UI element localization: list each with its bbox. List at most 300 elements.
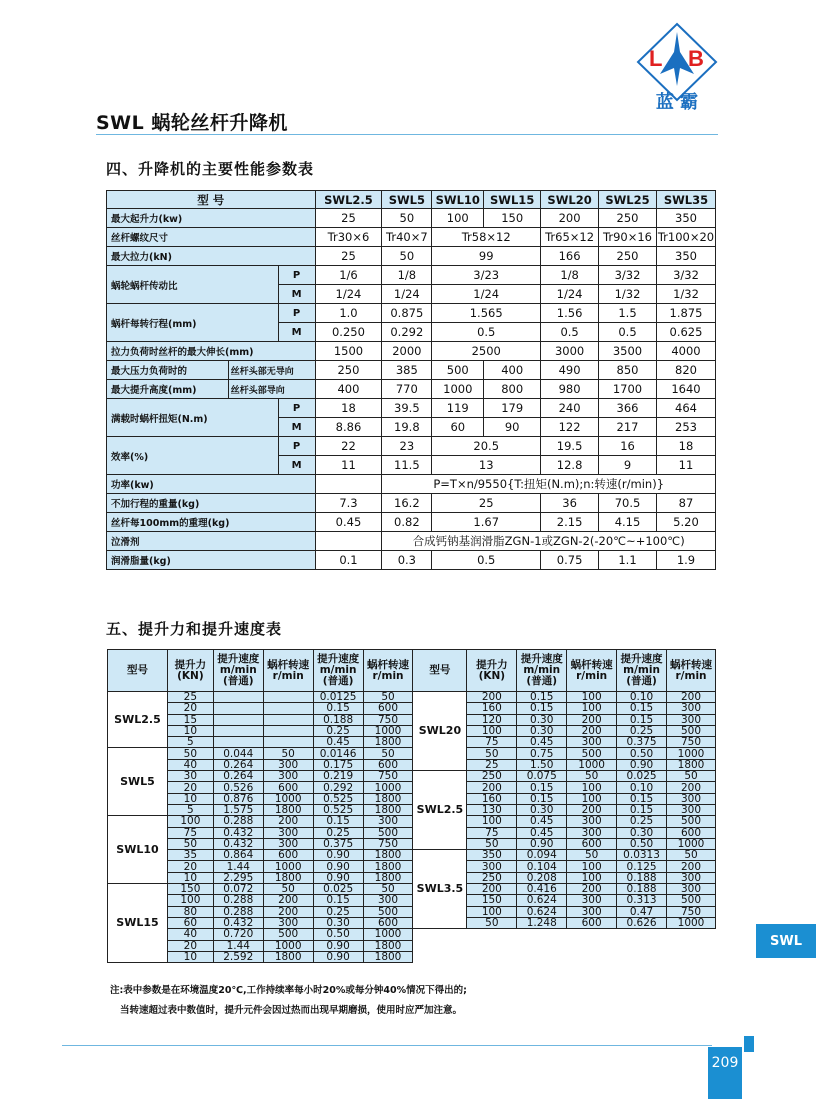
value-cell: 200	[263, 895, 313, 906]
value-cell: 0.15	[517, 793, 567, 804]
performance-table	[106, 190, 716, 570]
value-cell: 300	[667, 714, 716, 725]
value-cell: 600	[667, 827, 716, 838]
value-cell: 0.626	[617, 917, 667, 928]
value-cell: 200	[667, 692, 716, 703]
value-cell: 300	[363, 895, 413, 906]
value-cell: 50	[667, 850, 716, 861]
value-cell: 1000	[363, 725, 413, 736]
value-cell: 0.292	[382, 323, 432, 342]
value-cell: 1800	[363, 872, 413, 883]
value-cell: 1500	[315, 342, 382, 361]
value-cell: 300	[567, 827, 617, 838]
value-cell: 70.5	[599, 494, 657, 513]
value-cell: 50	[467, 748, 517, 759]
value-cell: 0.094	[517, 850, 567, 861]
value-cell: 0.15	[517, 782, 567, 793]
value-cell: 1800	[363, 737, 413, 748]
value-cell: 50	[167, 748, 213, 759]
value-cell	[263, 692, 313, 703]
value-cell: 0.025	[313, 884, 363, 895]
value-cell: 0.50	[617, 838, 667, 849]
value-cell: 200	[467, 884, 517, 895]
model-cell: SWL5	[108, 748, 168, 816]
value-cell: 0.208	[517, 872, 567, 883]
table-row	[108, 771, 716, 782]
value-cell: 0.5	[541, 323, 599, 342]
value-cell: 100	[567, 872, 617, 883]
value-cell: 99	[432, 247, 541, 266]
value-cell: 1800	[263, 872, 313, 883]
value-cell: 0.432	[213, 827, 263, 838]
table-row	[107, 513, 716, 532]
value-cell: 200	[467, 782, 517, 793]
value-cell: 16.2	[382, 494, 432, 513]
note-line-2: 当转速超过表中数值时，提升元件会因过热而出现早期磨损，使用时应严加注意。	[120, 1005, 463, 1016]
value-cell: 50	[363, 692, 413, 703]
value-cell: 1800	[363, 861, 413, 872]
value-cell	[263, 714, 313, 725]
value-cell: 75	[167, 827, 213, 838]
value-cell: 1.44	[213, 940, 263, 951]
value-cell: 0.15	[313, 703, 363, 714]
value-cell: 119	[432, 399, 484, 418]
row-label: 丝杆螺纹尺寸	[107, 228, 316, 247]
value-cell: 1000	[263, 793, 313, 804]
table-row	[107, 361, 716, 380]
value-cell: 19.5	[541, 437, 599, 456]
value-cell: 40	[167, 929, 213, 940]
value-cell: 600	[263, 850, 313, 861]
value-cell: 1.44	[213, 861, 263, 872]
value-cell: 60	[167, 917, 213, 928]
value-cell: 0.75	[517, 748, 567, 759]
value-cell: 40	[167, 759, 213, 770]
table-row	[108, 884, 716, 895]
value-cell: 385	[382, 361, 432, 380]
value-cell	[213, 725, 263, 736]
value-cell: 60	[432, 418, 484, 437]
value-cell: 350	[656, 209, 715, 228]
value-cell: 300	[667, 872, 716, 883]
value-cell: 2.15	[541, 513, 599, 532]
p-label: P	[278, 437, 315, 456]
value-cell: 1/24	[541, 285, 599, 304]
value-cell: 4.15	[599, 513, 657, 532]
value-cell: 100	[567, 782, 617, 793]
value-cell: 0.5	[599, 323, 657, 342]
m-label: M	[278, 323, 315, 342]
value-cell: 217	[599, 418, 657, 437]
value-cell	[213, 714, 263, 725]
value-cell: 1.248	[517, 917, 567, 928]
row-label: 最大起升力(kw)	[107, 209, 316, 228]
value-cell: 15	[167, 714, 213, 725]
value-cell: 50	[363, 748, 413, 759]
value-cell: 3/32	[656, 266, 715, 285]
table-row	[108, 816, 716, 827]
value-cell: 150	[484, 209, 541, 228]
table-row	[108, 895, 716, 906]
value-cell: 0.104	[517, 861, 567, 872]
note-line-1: 注:表中参数是在环境温度20℃,工作持续率每小时20%或每分钟40%情况下得出的;	[110, 985, 467, 996]
table-row	[108, 759, 716, 770]
value-cell: 20	[167, 782, 213, 793]
value-cell	[315, 532, 382, 551]
value-cell	[315, 475, 382, 494]
value-cell: 19.8	[382, 418, 432, 437]
value-cell: 20	[167, 703, 213, 714]
value-cell: 9	[599, 456, 657, 475]
value-cell: 0.125	[617, 861, 667, 872]
value-cell: 1.67	[432, 513, 541, 532]
value-cell: 0.864	[213, 850, 263, 861]
value-cell: 100	[467, 816, 517, 827]
row-label: 最大提升高度(mm)	[107, 380, 229, 399]
value-cell: 0.525	[313, 804, 363, 815]
value-cell: 600	[363, 917, 413, 928]
value-cell: 250	[467, 771, 517, 782]
table-row	[108, 940, 716, 951]
value-cell: 0.75	[541, 551, 599, 570]
lubricant-value: 合成钙钠基润滑脂ZGN-1或ZGN-2(-20℃~+100℃)	[382, 532, 716, 551]
value-cell: 30	[167, 771, 213, 782]
value-cell: Tr100×20	[656, 228, 715, 247]
value-cell: 0.5	[432, 323, 541, 342]
value-cell: 0.876	[213, 793, 263, 804]
lift-speed-table	[107, 649, 716, 963]
value-cell: 1000	[363, 929, 413, 940]
value-cell: 1000	[432, 380, 484, 399]
value-cell: 300	[567, 816, 617, 827]
value-cell: 50	[167, 838, 213, 849]
value-cell: 100	[432, 209, 484, 228]
table-row	[108, 838, 716, 849]
value-cell: 600	[363, 759, 413, 770]
value-cell: 600	[567, 917, 617, 928]
value-cell: 12.8	[541, 456, 599, 475]
header-col: SWL20	[541, 191, 599, 209]
value-cell: 800	[484, 380, 541, 399]
page-marker	[744, 1036, 754, 1052]
value-cell: 39.5	[382, 399, 432, 418]
value-cell: 10	[167, 951, 213, 962]
value-cell: 1000	[667, 838, 716, 849]
value-cell: 0.375	[313, 838, 363, 849]
header-col: SWL5	[382, 191, 432, 209]
value-cell: 90	[484, 418, 541, 437]
value-cell: 0.250	[315, 323, 382, 342]
column-header: 蜗杆转速 r/min	[667, 650, 716, 692]
value-cell: Tr40×7	[382, 228, 432, 247]
value-cell: 750	[363, 714, 413, 725]
value-cell: Tr90×16	[599, 228, 657, 247]
value-cell: Tr65×12	[541, 228, 599, 247]
value-cell: 350	[467, 850, 517, 861]
value-cell: 166	[541, 247, 599, 266]
value-cell: 500	[667, 816, 716, 827]
value-cell: 1700	[599, 380, 657, 399]
m-label: M	[278, 456, 315, 475]
value-cell: 5.20	[656, 513, 715, 532]
value-cell: 3/32	[599, 266, 657, 285]
column-header: 提升力 (KN)	[167, 650, 213, 692]
value-cell: 1000	[263, 940, 313, 951]
value-cell: Tr30×6	[315, 228, 382, 247]
value-cell: 22	[315, 437, 382, 456]
value-cell: 200	[263, 816, 313, 827]
table-row	[108, 737, 716, 748]
value-cell: 1/6	[315, 266, 382, 285]
section4-title: 四、升降机的主要性能参数表	[106, 160, 315, 178]
header-col: SWL25	[599, 191, 657, 209]
value-cell: 1/32	[656, 285, 715, 304]
value-cell: 0.432	[213, 838, 263, 849]
model-cell: SWL2.5	[108, 692, 168, 748]
table-row	[107, 209, 716, 228]
value-cell: 200	[467, 692, 517, 703]
value-cell: Tr58×12	[432, 228, 541, 247]
value-cell: 1800	[363, 850, 413, 861]
value-cell	[213, 737, 263, 748]
p-label: P	[278, 266, 315, 285]
value-cell: 0.50	[313, 929, 363, 940]
table-row	[108, 861, 716, 872]
value-cell: 25	[315, 247, 382, 266]
value-cell	[263, 725, 313, 736]
value-cell: 200	[541, 209, 599, 228]
value-cell: 500	[363, 906, 413, 917]
model-cell: SWL10	[108, 816, 168, 884]
value-cell: 0.0125	[313, 692, 363, 703]
value-cell: 300	[567, 737, 617, 748]
column-header: 提升速度 m/min (普通)	[617, 650, 667, 692]
value-cell: 1/24	[315, 285, 382, 304]
table-row	[107, 191, 716, 209]
value-cell: 750	[363, 838, 413, 849]
value-cell: 0.0313	[617, 850, 667, 861]
value-cell: 100	[467, 906, 517, 917]
value-cell: 10	[167, 872, 213, 883]
value-cell: 0.288	[213, 816, 263, 827]
title-divider	[96, 134, 718, 135]
value-cell	[263, 703, 313, 714]
m-label: M	[278, 418, 315, 437]
table-row	[107, 304, 716, 323]
value-cell: 8.86	[315, 418, 382, 437]
value-cell: 0.15	[517, 703, 567, 714]
value-cell: 50	[667, 771, 716, 782]
value-cell: 0.30	[517, 804, 567, 815]
value-cell: 20.5	[432, 437, 541, 456]
logo-letter-b: B	[688, 46, 704, 71]
value-cell: 0.875	[382, 304, 432, 323]
value-cell: 0.15	[617, 703, 667, 714]
value-cell: 0.25	[313, 906, 363, 917]
row-label: 蜗轮蜗杆传动比	[107, 266, 279, 304]
table-row	[107, 228, 716, 247]
value-cell: 0.264	[213, 759, 263, 770]
value-cell: 0.30	[617, 827, 667, 838]
value-cell: 200	[667, 861, 716, 872]
value-cell: 0.025	[617, 771, 667, 782]
value-cell: 0.625	[656, 323, 715, 342]
value-cell: 0.45	[315, 513, 382, 532]
table-row	[107, 380, 716, 399]
value-cell: 1800	[263, 804, 313, 815]
value-cell: 75	[467, 737, 517, 748]
table-row	[107, 399, 716, 418]
value-cell: 0.30	[517, 725, 567, 736]
value-cell: 240	[541, 399, 599, 418]
table-row	[108, 917, 716, 928]
value-cell: 0.25	[617, 725, 667, 736]
column-header: 型号	[413, 650, 467, 692]
value-cell: 5	[167, 737, 213, 748]
column-header: 蜗杆转速 r/min	[263, 650, 313, 692]
value-cell: 50	[467, 838, 517, 849]
value-cell: 50	[567, 771, 617, 782]
logo-letter-l: L	[649, 46, 663, 71]
value-cell: 400	[315, 380, 382, 399]
header-col: SWL35	[656, 191, 715, 209]
value-cell: 250	[599, 247, 657, 266]
p-label: P	[278, 304, 315, 323]
value-cell: 122	[541, 418, 599, 437]
value-cell: 200	[263, 906, 313, 917]
value-cell: 2500	[432, 342, 541, 361]
value-cell: 100	[167, 895, 213, 906]
value-cell: 750	[667, 737, 716, 748]
table-row	[108, 850, 716, 861]
value-cell: 300	[567, 895, 617, 906]
value-cell: 850	[599, 361, 657, 380]
value-cell: 87	[656, 494, 715, 513]
m-label: M	[278, 285, 315, 304]
value-cell: 160	[467, 793, 517, 804]
model-cell: SWL3.5	[413, 850, 467, 929]
table-row	[108, 827, 716, 838]
value-cell: 1000	[667, 748, 716, 759]
value-cell: 0.30	[517, 714, 567, 725]
row-label: 泣滑剂	[107, 532, 316, 551]
value-cell: 0.188	[617, 884, 667, 895]
value-cell: 500	[567, 748, 617, 759]
value-cell: 250	[315, 361, 382, 380]
value-cell: 50	[467, 917, 517, 928]
header-model: 型 号	[107, 191, 316, 209]
value-cell: 0.45	[517, 737, 567, 748]
value-cell: 80	[167, 906, 213, 917]
table-row	[107, 266, 716, 285]
value-cell: 0.45	[313, 737, 363, 748]
value-cell: 3500	[599, 342, 657, 361]
value-cell: 300	[263, 838, 313, 849]
value-cell: 100	[567, 692, 617, 703]
value-cell: 5	[167, 804, 213, 815]
table-row	[108, 906, 716, 917]
value-cell: 0.45	[517, 816, 567, 827]
value-cell: 300	[363, 816, 413, 827]
value-cell	[213, 692, 263, 703]
value-cell: 500	[667, 895, 716, 906]
value-cell: 50	[263, 748, 313, 759]
table-row	[108, 692, 716, 703]
value-cell: 0.5	[432, 551, 541, 570]
value-cell: 366	[599, 399, 657, 418]
value-cell: 1/32	[599, 285, 657, 304]
row-label: 蜗杆每转行程(mm)	[107, 304, 279, 342]
value-cell: 0.25	[617, 816, 667, 827]
value-cell: 1/24	[432, 285, 541, 304]
value-cell: 464	[656, 399, 715, 418]
value-cell: 0.25	[313, 725, 363, 736]
value-cell: 200	[567, 884, 617, 895]
value-cell: 0.25	[313, 827, 363, 838]
table-row	[107, 437, 716, 456]
column-header: 蜗杆转速 r/min	[567, 650, 617, 692]
logo-text: 蓝 霸	[655, 92, 699, 113]
table-row	[107, 494, 716, 513]
value-cell: 1640	[656, 380, 715, 399]
value-cell: 300	[667, 703, 716, 714]
value-cell: 0.264	[213, 771, 263, 782]
value-cell: 0.375	[617, 737, 667, 748]
value-cell: 11	[315, 456, 382, 475]
value-cell: 300	[667, 804, 716, 815]
value-cell: 36	[541, 494, 599, 513]
value-cell: 500	[432, 361, 484, 380]
value-cell: 75	[467, 827, 517, 838]
value-cell: 0.525	[313, 793, 363, 804]
value-cell: 300	[467, 861, 517, 872]
column-header: 蜗杆转速 r/min	[363, 650, 413, 692]
value-cell: 0.10	[617, 782, 667, 793]
value-cell: 3/23	[432, 266, 541, 285]
table-row	[108, 951, 716, 962]
notes	[110, 981, 467, 1021]
value-cell: 18	[656, 437, 715, 456]
value-cell: 0.188	[617, 872, 667, 883]
value-cell: 1.56	[541, 304, 599, 323]
value-cell: 1/8	[541, 266, 599, 285]
value-cell: 20	[167, 940, 213, 951]
row-label: 效率(%)	[107, 437, 279, 475]
value-cell: 1000	[363, 782, 413, 793]
header-col: SWL10	[432, 191, 484, 209]
power-formula: P=T×n/9550{T:扭矩(N.m);n:转速(r/min)}	[382, 475, 716, 494]
row-label: 满载时蜗杆扭矩(N.m)	[107, 399, 279, 437]
value-cell: 0.90	[313, 861, 363, 872]
column-header: 型号	[108, 650, 168, 692]
value-cell: 0.15	[617, 714, 667, 725]
value-cell: 0.90	[313, 940, 363, 951]
value-cell: 25	[315, 209, 382, 228]
row-label: 功率(kw)	[107, 475, 316, 494]
value-cell: 35	[167, 850, 213, 861]
value-cell: 16	[599, 437, 657, 456]
value-cell: 0.90	[313, 872, 363, 883]
table-row	[108, 793, 716, 804]
column-header: 提升速度 m/min (普通)	[517, 650, 567, 692]
row-label: 最大压力负荷时的	[107, 361, 229, 380]
value-cell: 0.15	[617, 804, 667, 815]
value-cell: 500	[667, 725, 716, 736]
value-cell: 0.313	[617, 895, 667, 906]
value-cell: 500	[263, 929, 313, 940]
side-tab-swl[interactable]: SWL	[756, 924, 816, 958]
value-cell: 2.592	[213, 951, 263, 962]
